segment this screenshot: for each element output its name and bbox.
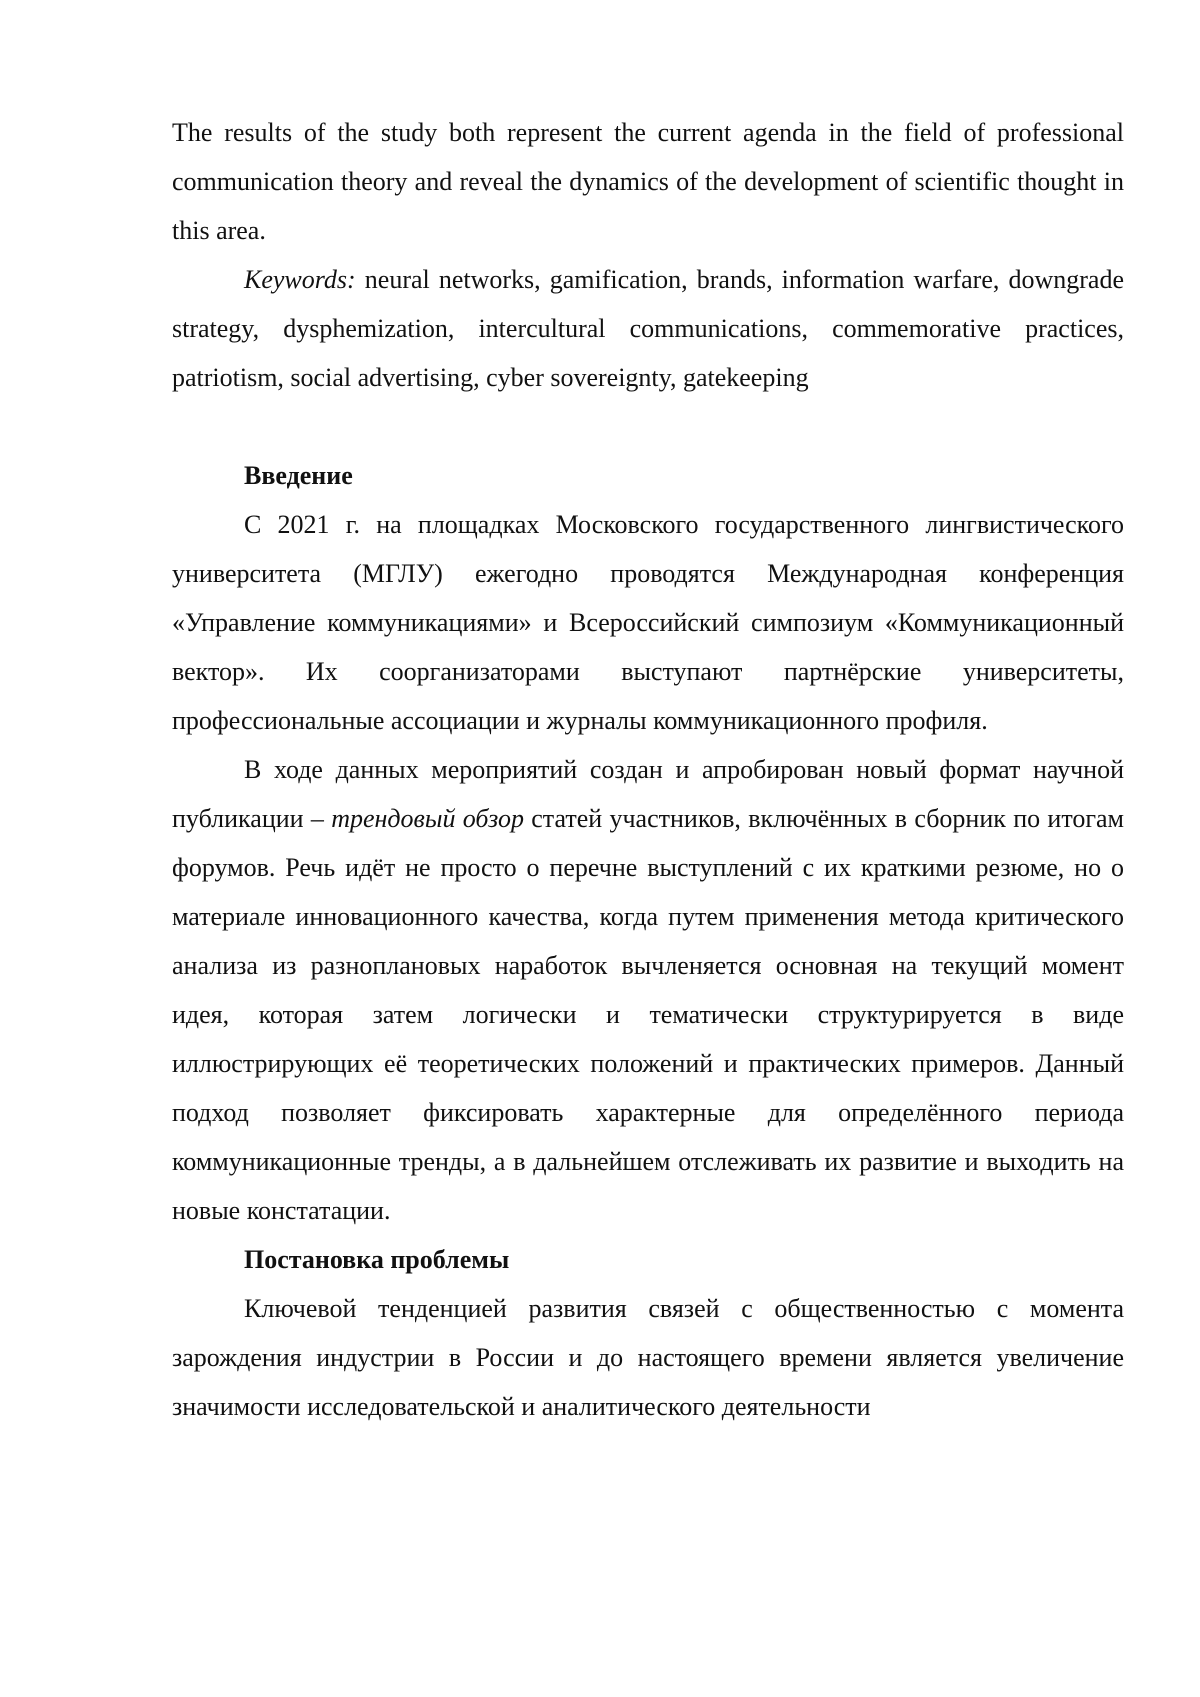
section-gap — [172, 402, 1124, 451]
problem-heading: Постановка проблемы — [172, 1235, 1124, 1284]
problem-paragraph-1: Ключевой тенденцией развития связей с общественностью с момента зарождения индустрии в России и до настоящего времени является увеличение значимости исследовательской и аналитического деятельности — [172, 1284, 1124, 1431]
document-page — [172, 108, 1124, 1431]
keywords-paragraph — [172, 255, 1124, 402]
intro-p2-text-start: В ходе данных мероприятий создан и апробирован новый формат научной публикации – — [172, 755, 1124, 833]
intro-paragraph-2 — [172, 745, 1124, 1235]
intro-p2-emphasis: трендовый обзор — [331, 804, 524, 833]
intro-p2-text-end: статей участников, включённых в сборник по итогам форумов. Речь идёт не просто о перечне выступлений с их краткими резюме, но о материале инновационного качества, когда путем применения метода критического анализа из разноплановых наработок вычленяется основная на текущий момент идея, которая затем логически и тематически структурируется в виде иллюстрирующих её теоретических положений и практических примеров. Данный подход позволяет фиксировать характерные для определённого периода коммуникационные тренды, а в дальнейшем отслеживать их развитие и выходить на новые констатации. — [172, 804, 1124, 1225]
intro-paragraph-1: С 2021 г. на площадках Московского государственного лингвистического университета (МГЛУ) ежегодно проводятся Международная конференция «Управление коммуникациями» и Всероссийский симпозиум «Коммуникационный вектор». Их соорганизаторами выступают партнёрские университеты, профессиональные ассоциации и журналы коммуникационного профиля. — [172, 500, 1124, 745]
keywords-list: neural networks, gamification, brands, information warfare, downgrade strategy, dysphemization, intercultural communications, commemorative practices, patriotism, social advertising, cyber sovereignty, gatekeeping — [172, 265, 1124, 392]
abstract-paragraph: The results of the study both represent the current agenda in the field of professional communication theory and reveal the dynamics of the development of scientific thought in this area. — [172, 108, 1124, 255]
keywords-label: Keywords: — [244, 265, 356, 294]
intro-heading: Введение — [172, 451, 1124, 500]
